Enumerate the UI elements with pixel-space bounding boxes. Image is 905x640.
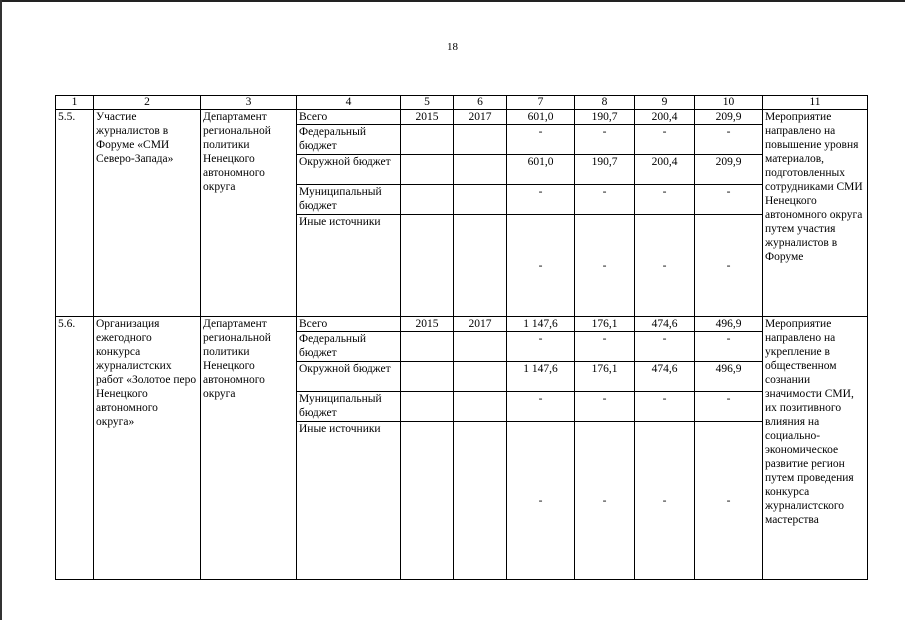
total-amount: - xyxy=(507,392,575,422)
item-result: Мероприятие направлено на укрепление в общественном сознании значимости СМИ, их позитивного влияния на социально-экономическое развитие регион путем проведения конкурса журналистского мастерства xyxy=(763,317,868,580)
year-amount: 474,6 xyxy=(635,317,695,332)
year-amount: 176,1 xyxy=(575,317,635,332)
item-executor: Департамент региональной политики Ненецкого автономного округа xyxy=(201,110,297,317)
total-amount: - xyxy=(507,332,575,362)
funding-source-label: Всего xyxy=(297,317,401,332)
year-amount: 496,9 xyxy=(695,317,763,332)
table-row xyxy=(56,317,868,332)
year-amount: - xyxy=(695,392,763,422)
column-header: 1 xyxy=(56,96,94,110)
year-amount: - xyxy=(635,185,695,215)
end-year: 2017 xyxy=(454,317,507,332)
year-amount: - xyxy=(635,392,695,422)
total-amount: - xyxy=(507,185,575,215)
year-amount: - xyxy=(695,332,763,362)
year-amount: 496,9 xyxy=(695,362,763,392)
year-amount: - xyxy=(575,392,635,422)
year-amount: 190,7 xyxy=(575,155,635,185)
column-number-header-row xyxy=(56,96,868,110)
total-amount: 1 147,6 xyxy=(507,317,575,332)
funding-source-label: Федеральный бюджет xyxy=(297,332,401,362)
item-number: 5.5. xyxy=(56,110,94,317)
item-name: Участие журналистов в Форуме «СМИ Северо-Запада» xyxy=(94,110,201,317)
year-amount: - xyxy=(695,215,763,317)
funding-source-label: Всего xyxy=(297,110,401,125)
year-amount: - xyxy=(575,332,635,362)
funding-source-label: Муниципальный бюджет xyxy=(297,185,401,215)
item-executor: Департамент региональной политики Ненецкого автономного округа xyxy=(201,317,297,580)
year-amount: - xyxy=(695,185,763,215)
item-result: Мероприятие направлено на повышение уровня материалов, подготовленных сотрудниками СМИ Ненецкого автономного округа путем участия журналистов в Форуме xyxy=(763,110,868,317)
page-top-edge xyxy=(2,0,905,2)
table-row xyxy=(56,110,868,125)
page-left-edge xyxy=(0,0,2,620)
total-amount: 601,0 xyxy=(507,155,575,185)
year-amount: - xyxy=(635,332,695,362)
column-header: 7 xyxy=(507,96,575,110)
year-amount: - xyxy=(635,422,695,580)
funding-source-label: Иные источники xyxy=(297,215,401,317)
page-number: 18 xyxy=(447,41,458,53)
total-amount: - xyxy=(507,125,575,155)
start-year: 2015 xyxy=(401,317,454,332)
column-header: 9 xyxy=(635,96,695,110)
year-amount: 474,6 xyxy=(635,362,695,392)
item-number: 5.6. xyxy=(56,317,94,580)
year-amount: 190,7 xyxy=(575,110,635,125)
column-header: 8 xyxy=(575,96,635,110)
total-amount: 601,0 xyxy=(507,110,575,125)
year-amount: - xyxy=(635,125,695,155)
total-amount: - xyxy=(507,215,575,317)
start-year: 2015 xyxy=(401,110,454,125)
column-header: 10 xyxy=(695,96,763,110)
column-header: 11 xyxy=(763,96,868,110)
column-header: 5 xyxy=(401,96,454,110)
year-amount: 200,4 xyxy=(635,110,695,125)
column-header: 6 xyxy=(454,96,507,110)
funding-source-label: Муниципальный бюджет xyxy=(297,392,401,422)
end-year: 2017 xyxy=(454,110,507,125)
funding-source-label: Окружной бюджет xyxy=(297,362,401,392)
program-table xyxy=(55,95,868,580)
column-header: 4 xyxy=(297,96,401,110)
year-amount: 209,9 xyxy=(695,110,763,125)
funding-source-label: Окружной бюджет xyxy=(297,155,401,185)
total-amount: 1 147,6 xyxy=(507,362,575,392)
column-header: 2 xyxy=(94,96,201,110)
year-amount: - xyxy=(575,125,635,155)
item-name: Организация ежегодного конкурса журналистских работ «Золотое перо Ненецкого автономного округа» xyxy=(94,317,201,580)
year-amount: - xyxy=(635,215,695,317)
funding-source-label: Иные источники xyxy=(297,422,401,580)
year-amount: - xyxy=(575,422,635,580)
year-amount: - xyxy=(695,125,763,155)
total-amount: - xyxy=(507,422,575,580)
funding-source-label: Федеральный бюджет xyxy=(297,125,401,155)
year-amount: 209,9 xyxy=(695,155,763,185)
year-amount: - xyxy=(695,422,763,580)
year-amount: - xyxy=(575,215,635,317)
year-amount: 176,1 xyxy=(575,362,635,392)
column-header: 3 xyxy=(201,96,297,110)
year-amount: - xyxy=(575,185,635,215)
year-amount: 200,4 xyxy=(635,155,695,185)
